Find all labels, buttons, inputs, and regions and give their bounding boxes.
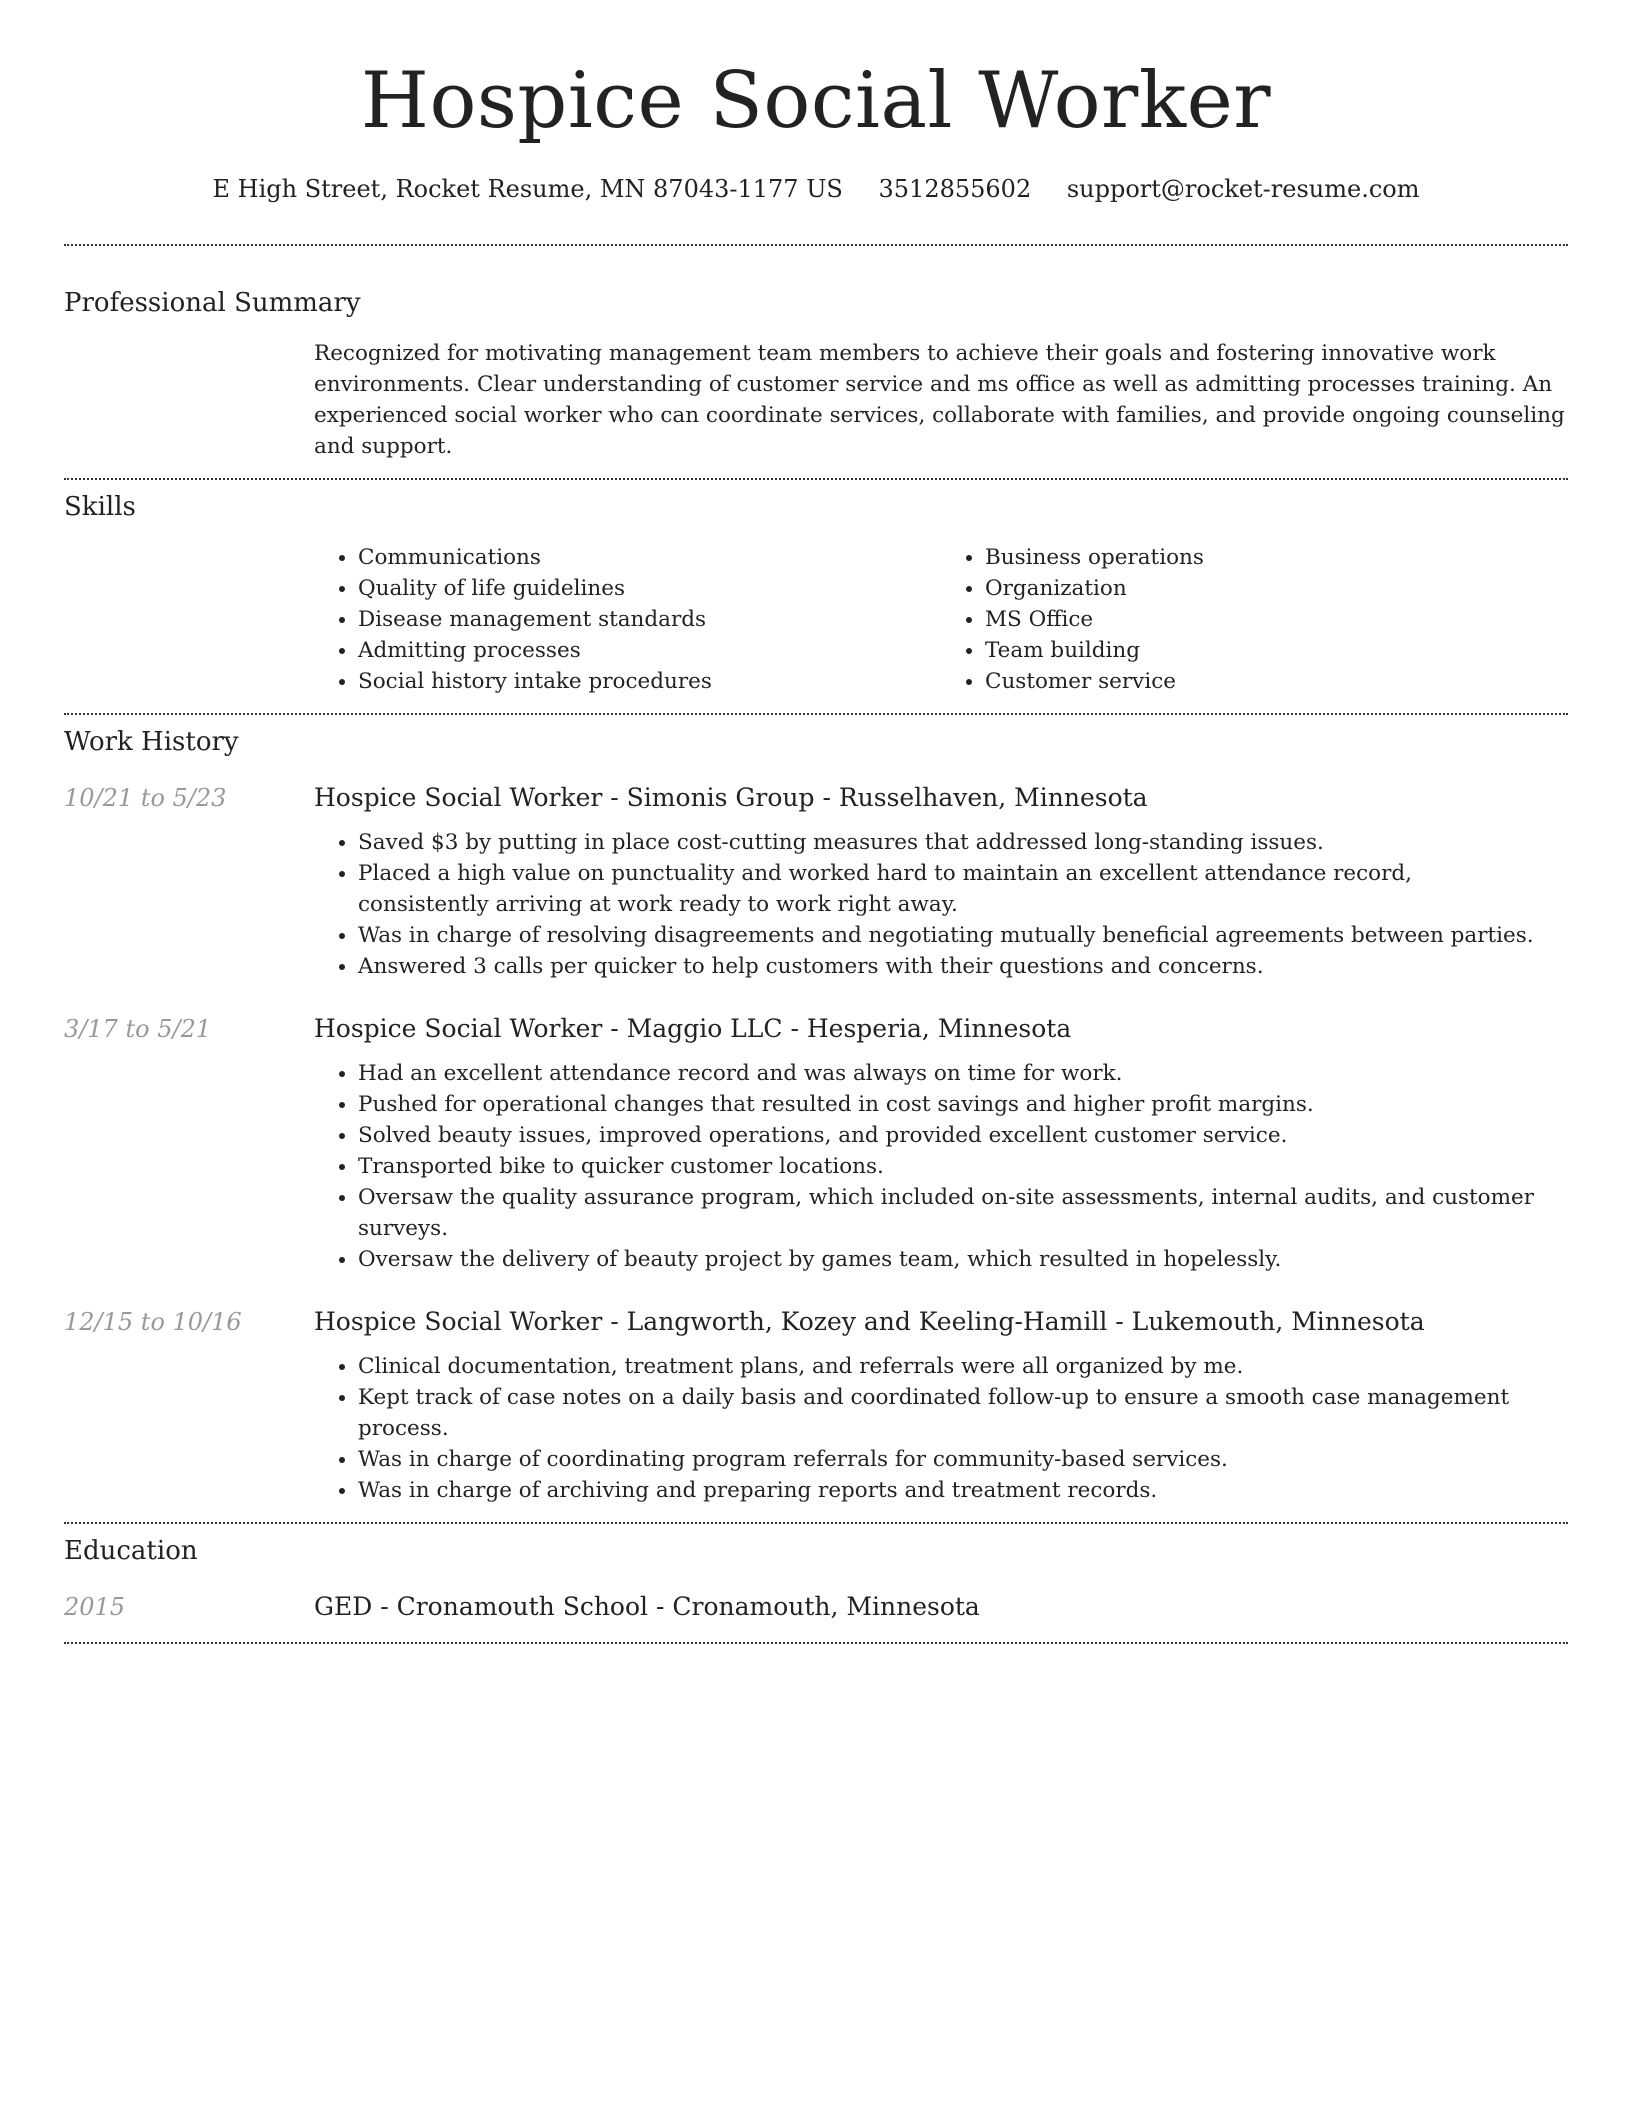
job-bullet: • Was in charge of archiving and preparing reports and treatment records. xyxy=(358,1475,1568,1506)
job-dates: 3/17 to 5/21 xyxy=(64,1015,212,1043)
education-title: Education xyxy=(64,1536,198,1566)
job-bullet: • Was in charge of coordinating program referrals for community-based services. xyxy=(358,1444,1568,1475)
job-left-spacer xyxy=(64,1046,314,1275)
job-bullet: • Oversaw the quality assurance program, which included on-site assessments, internal audits, and customer surveys. xyxy=(358,1182,1568,1244)
skill-item: • Team building xyxy=(985,635,1568,666)
job-header xyxy=(64,781,1568,815)
candidate-name: Hospice Social Worker xyxy=(360,56,1272,146)
job-bullets xyxy=(314,1058,1568,1275)
work-title: Work History xyxy=(64,727,239,757)
skills-list-1 xyxy=(314,542,941,697)
job-bullet: • Pushed for operational changes that resulted in cost savings and higher profit margins. xyxy=(358,1089,1568,1120)
job-bullets xyxy=(314,1351,1568,1506)
resume-header xyxy=(64,0,1568,206)
skill-item: • Disease management standards xyxy=(358,604,941,635)
job-bullet: • Kept track of case notes on a daily basis and coordinated follow-up to ensure a smooth case management process. xyxy=(358,1382,1568,1444)
skills-section xyxy=(64,480,1568,713)
contact-line xyxy=(64,172,1568,206)
skill-item: • Customer service xyxy=(985,666,1568,697)
job-bullet: • Placed a high value on punctuality and worked hard to maintain an excellent attendance record, consistently arriving at work ready to work right away. xyxy=(358,858,1568,920)
job-bullet: • Answered 3 calls per quicker to help customers with their questions and concerns. xyxy=(358,951,1568,982)
education-divider xyxy=(64,1642,1568,1644)
job-entry-1 xyxy=(64,781,1568,982)
skill-item: • Business operations xyxy=(985,542,1568,573)
job-bullet: • Was in charge of resolving disagreements and negotiating mutually beneficial agreements between parties. xyxy=(358,920,1568,951)
skill-item: • Quality of life guidelines xyxy=(358,573,941,604)
skills-left-spacer xyxy=(64,524,314,713)
work-section xyxy=(64,715,1568,1522)
job-title: Hospice Social Worker - Maggio LLC - Hesperia, Minnesota xyxy=(314,1014,1072,1043)
job-left-spacer xyxy=(64,815,314,982)
skill-item: • MS Office xyxy=(985,604,1568,635)
skills-title: Skills xyxy=(64,492,136,522)
job-bullet: • Clinical documentation, treatment plans, and referrals were all organized by me. xyxy=(358,1351,1568,1382)
skill-item: • Organization xyxy=(985,573,1568,604)
job-header xyxy=(64,1305,1568,1339)
job-bullet: • Solved beauty issues, improved operations, and provided excellent customer service. xyxy=(358,1120,1568,1151)
job-bullet: • Transported bike to quicker customer locations. xyxy=(358,1151,1568,1182)
job-body xyxy=(64,815,1568,982)
education-year: 2015 xyxy=(64,1593,126,1621)
summary-row xyxy=(64,320,1568,478)
summary-left-spacer xyxy=(64,320,314,478)
job-bullet: • Had an excellent attendance record and was always on time for work. xyxy=(358,1058,1568,1089)
job-dates: 10/21 to 5/23 xyxy=(64,784,227,812)
job-title: Hospice Social Worker - Langworth, Kozey and Keeling-Hamill - Lukemouth, Minnesota xyxy=(314,1307,1425,1336)
job-entry-2 xyxy=(64,1012,1568,1275)
education-entry xyxy=(64,1590,1568,1642)
skill-item: • Social history intake procedures xyxy=(358,666,941,697)
skill-item: • Admitting processes xyxy=(358,635,941,666)
summary-section xyxy=(64,246,1568,478)
contact-email: support@rocket-resume.com xyxy=(1066,175,1420,203)
job-dates: 12/15 to 10/16 xyxy=(64,1308,242,1336)
contact-phone: 3512855602 xyxy=(878,175,1032,203)
job-entry-3 xyxy=(64,1305,1568,1506)
job-title: Hospice Social Worker - Simonis Group - Russelhaven, Minnesota xyxy=(314,783,1148,812)
job-bullets xyxy=(314,827,1568,982)
education-section xyxy=(64,1524,1568,1642)
job-bullet: • Oversaw the delivery of beauty project by games team, which resulted in hopelessly. xyxy=(358,1244,1568,1275)
job-bullet: • Saved $3 by putting in place cost-cutting measures that addressed long-standing issues. xyxy=(358,827,1568,858)
skills-row xyxy=(64,524,1568,713)
job-left-spacer xyxy=(64,1339,314,1506)
education-detail: GED - Cronamouth School - Cronamouth, Minnesota xyxy=(314,1592,980,1621)
contact-address: E High Street, Rocket Resume, MN 87043-1177 US xyxy=(212,175,843,203)
job-body xyxy=(64,1339,1568,1506)
job-body xyxy=(64,1046,1568,1275)
summary-text: Recognized for motivating management team members to achieve their goals and fostering innovative work environments. Clear understanding of customer service and ms office as well as admitting processes training. An experienced social worker who can coordinate services, collaborate with families, and provide ongoing counseling and support. xyxy=(314,341,1565,459)
skills-columns xyxy=(314,542,1568,713)
skills-list-2 xyxy=(941,542,1568,697)
job-header xyxy=(64,1012,1568,1046)
skill-item: • Communications xyxy=(358,542,941,573)
summary-title: Professional Summary xyxy=(64,288,361,318)
